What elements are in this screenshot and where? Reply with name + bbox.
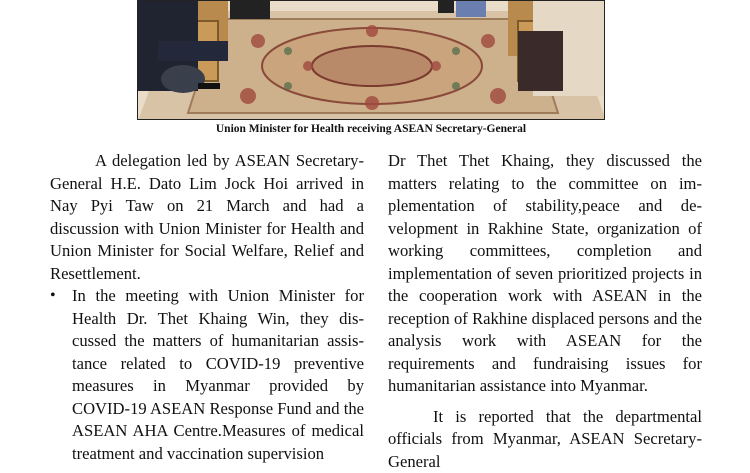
- meeting-photo: [137, 0, 605, 120]
- right-column: [388, 150, 702, 473]
- photo-caption: Union Minister for Health receiving ASEAN Secretary-General: [137, 123, 605, 135]
- report-paragraph: It is reported that the departmental officials from Myanmar, ASEAN Secretary-General: [388, 406, 702, 473]
- bullet-text: In the meeting with Union Minister for Health Dr. Thet Khaing Win, they discussed the matters of humanitarian assistance related to COVID-19 preventive measures in Myanmar provided by COVID-19 ASEAN Response Fund and the ASEAN AHA Centre.Measures of medical treatment and vaccination supervision: [72, 285, 364, 465]
- intro-paragraph: A delegation led by ASEAN Secretary-General H.E. Dato Lim Jock Hoi arrived in Nay Pyi Taw on 21 March and had a discussion with Union Minister for Health and Union Minister for Social Welfare, Relief and Resettlement.: [50, 150, 364, 285]
- bullet-item: [50, 285, 364, 465]
- bullet-dot-icon: •: [50, 285, 56, 308]
- left-column: [50, 150, 364, 465]
- continued-paragraph: Dr Thet Thet Khaing, they discussed the matters relating to the committee on implementation of stability,peace and development in Rakhine State, organization of working committees, completion and implementation of seven prioritized projects in the cooperation work with ASEAN in the reception of Rakhine displaced persons and the analysis work with ASEAN for the requirements and fundraising issues for humanitarian assistance into Myanmar.: [388, 150, 702, 398]
